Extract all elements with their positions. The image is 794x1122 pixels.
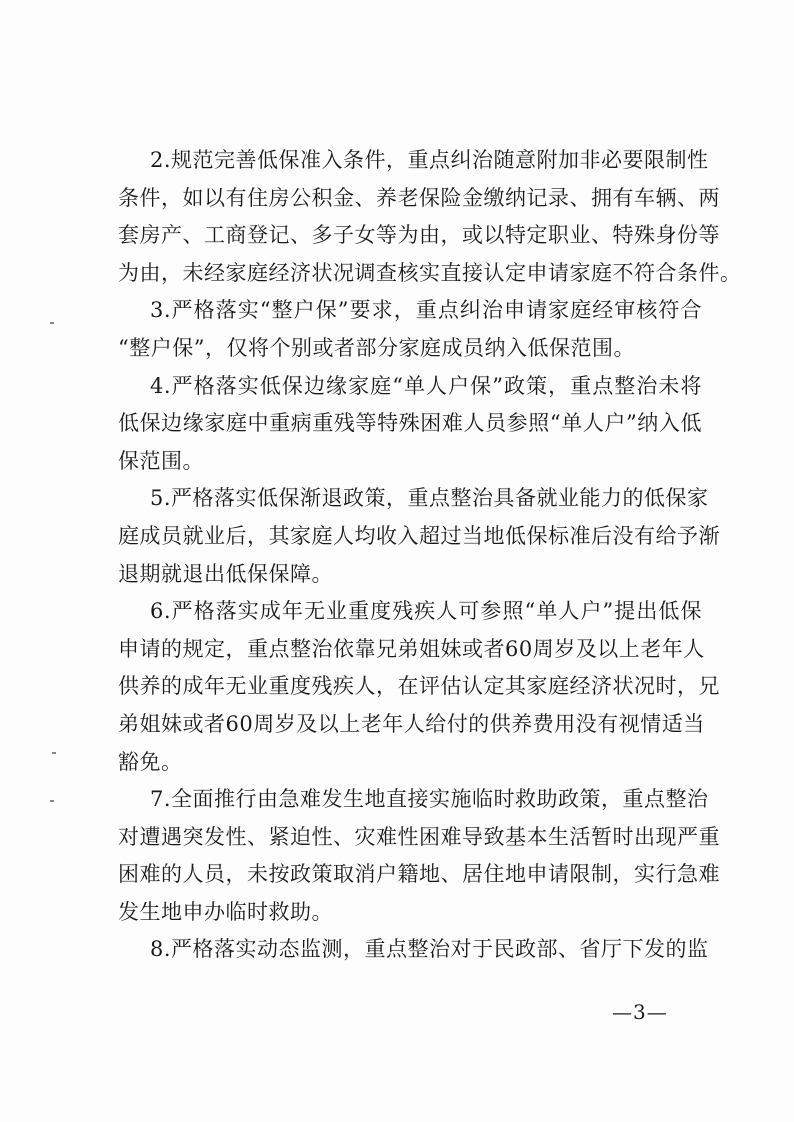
- paragraph: [118, 368, 702, 481]
- text-line: 3.严格落实“整户保”要求，重点纠治申请家庭经审核符合: [150, 298, 702, 323]
- text-line: 5.严格落实低保渐退政策，重点整治具备就业能力的低保家: [150, 486, 709, 511]
- text-line: 豁免。: [118, 749, 183, 774]
- text-line: 低保边缘家庭中重病重残等特殊困难人员参照“单人户”纳入低: [118, 411, 702, 436]
- text-line: “整户保”，仅将个别或者部分家庭成员纳入低保范围。: [118, 335, 635, 360]
- text-line: 条件，如以有住房公积金、养老保险金缴纳记录、拥有车辆、两: [118, 185, 720, 210]
- paragraph: [118, 593, 720, 781]
- paragraph: [118, 292, 702, 367]
- page-number: —3—: [612, 1000, 668, 1024]
- text-line: 庭成员就业后，其家庭人均收入超过当地低保标准后没有给予渐: [118, 523, 720, 548]
- paragraph: [118, 781, 720, 931]
- paragraph: [118, 142, 742, 292]
- text-line: 保范围。: [118, 448, 204, 473]
- text-line: 4.严格落实低保边缘家庭“单人户保”政策，重点整治未将: [150, 373, 702, 398]
- text-line: 2.规范完善低保准入条件，重点纠治随意附加非必要限制性: [150, 148, 709, 172]
- text-line: 申请的规定，重点整治依靠兄弟姐妹或者60周岁及以上老年人: [118, 636, 705, 661]
- text-line: 为由，未经家庭经济状况调查核实直接认定申请家庭不符合条件。: [118, 260, 742, 285]
- text-line: 退期就退出低保保障。: [118, 561, 333, 586]
- text-line: 6.严格落实成年无业重度残疾人可参照“单人户”提出低保: [150, 599, 702, 624]
- text-line: 供养的成年无业重度残疾人，在评估认定其家庭经济状况时，兄: [118, 674, 720, 699]
- text-line: 对遭遇突发性、紧迫性、灾难性困难导致基本生活暂时出现严重: [118, 824, 720, 849]
- scan-speck: [50, 800, 54, 802]
- scan-speck: [52, 752, 56, 754]
- text-line: 弟姐妹或者60周岁及以上老年人给付的供养费用没有视情适当: [118, 711, 705, 736]
- text-line: 7.全面推行由急难发生地直接实施临时救助政策，重点整治: [150, 787, 709, 812]
- scan-speck: [50, 322, 54, 324]
- text-line: 套房产、工商登记、多子女等为由，或以特定职业、特殊身份等: [118, 223, 720, 248]
- paragraph: [118, 480, 720, 593]
- text-line: 困难的人员，未按政策取消户籍地、居住地申请限制，实行急难: [118, 862, 720, 887]
- text-line: 发生地申办临时救助。: [118, 899, 333, 924]
- document-body: [118, 142, 742, 969]
- paragraph: [118, 931, 709, 969]
- text-line: 8.严格落实动态监测，重点整治对于民政部、省厅下发的监: [150, 937, 709, 962]
